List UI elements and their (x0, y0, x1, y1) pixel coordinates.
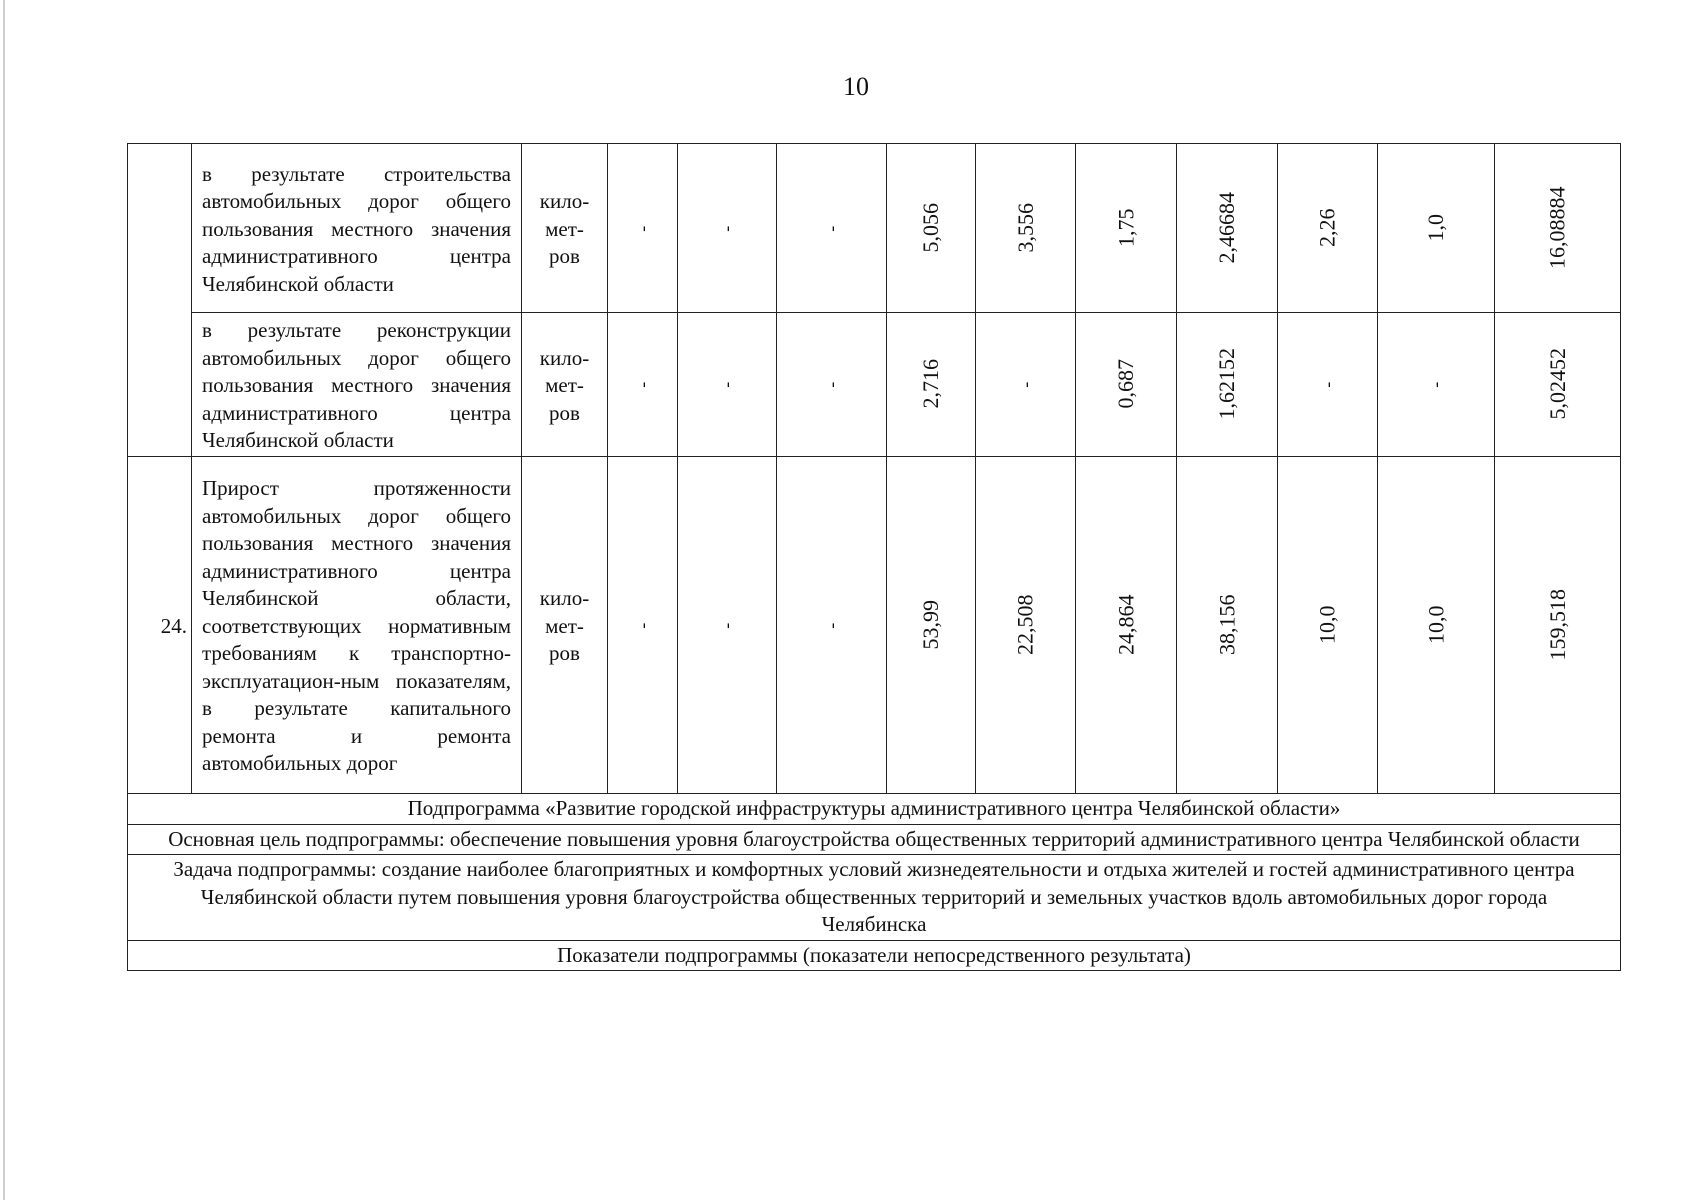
value-text: - (1014, 382, 1035, 388)
subprogram-title: Подпрограмма «Развитие городской инфраструктуры административного центра Челябинской области» (128, 794, 1621, 825)
value-cell (976, 457, 1076, 794)
table-row (128, 457, 1621, 794)
value-cell (1076, 144, 1177, 313)
value-text: 10,0 (1423, 605, 1449, 644)
value-cell (1495, 144, 1621, 313)
unit-line: ров (549, 400, 580, 425)
value-cell (976, 144, 1076, 313)
value-cell (678, 457, 777, 794)
value-text: 22,508 (1012, 594, 1038, 655)
value-text: - (820, 382, 841, 388)
value-cell (1278, 144, 1378, 313)
indicator-table (127, 143, 1621, 971)
value-cell (1076, 457, 1177, 794)
value-cell (1278, 457, 1378, 794)
value-cell (1378, 313, 1495, 457)
value-text: - (716, 382, 737, 388)
value-text: - (631, 622, 652, 629)
unit-cell (522, 144, 608, 313)
value-cell (1177, 457, 1278, 794)
page-number: 10 (843, 72, 869, 101)
value-text: - (716, 622, 737, 629)
table-row (128, 794, 1621, 825)
unit-line: кило- (539, 586, 590, 611)
value-text: 2,716 (918, 359, 944, 409)
value-text: 24,864 (1113, 594, 1139, 655)
value-text: 1,75 (1113, 208, 1139, 247)
unit-line: кило- (539, 345, 590, 370)
value-cell (1495, 313, 1621, 457)
value-text: 0,687 (1113, 359, 1139, 409)
row-number-cell (128, 144, 192, 457)
value-cell (777, 313, 887, 457)
subprogram-task: Задача подпрограммы: создание наиболее благоприятных и комфортных условий жизнедеятельности и отдыха жителей и гостей административного центра Челябинской области путем повышения уровня благоустройства общественных территорий и земельных участков вдоль автомобильных дорог города Челябинска (128, 855, 1621, 941)
value-text: 53,99 (918, 599, 944, 650)
unit-cell (522, 457, 608, 794)
table-row (128, 313, 1621, 457)
value-cell (887, 313, 976, 457)
value-cell (1378, 457, 1495, 794)
table-row (128, 824, 1621, 855)
subprogram-goal: Основная цель подпрограммы: обеспечение повышения уровня благоустройства общественных территорий административного центра Челябинской области (128, 824, 1621, 855)
value-text: - (716, 225, 737, 232)
value-cell (1177, 144, 1278, 313)
unit-line: ров (549, 244, 580, 269)
value-text: 1,0 (1423, 213, 1449, 242)
value-cell (1278, 313, 1378, 457)
unit-line: кило- (539, 189, 590, 214)
value-text: 16,08884 (1544, 186, 1570, 269)
row-description: в результате реконструкции автомобильных дорог общего пользования местного значения административного центра Челябинской области (192, 313, 522, 457)
value-cell (777, 457, 887, 794)
table-row (128, 144, 1621, 313)
value-cell (678, 313, 777, 457)
subprogram-indicators-heading: Показатели подпрограммы (показатели непосредственного результата) (128, 940, 1621, 971)
value-text: - (1316, 382, 1337, 388)
value-text: 10,0 (1314, 605, 1340, 644)
unit-cell (522, 313, 608, 457)
value-text: 5,056 (918, 202, 944, 253)
scan-edge (3, 0, 5, 1200)
value-text: 38,156 (1214, 594, 1240, 655)
table-row (128, 940, 1621, 971)
row-number-cell: 24. (128, 457, 192, 794)
value-cell (887, 457, 976, 794)
unit-line: ров (549, 641, 580, 666)
value-text: 3,556 (1012, 202, 1038, 253)
value-cell (887, 144, 976, 313)
value-cell (678, 144, 777, 313)
value-text: 159,518 (1544, 588, 1570, 661)
table-row (128, 855, 1621, 941)
value-cell (777, 144, 887, 313)
unit-line: мет- (545, 216, 584, 241)
value-text: - (820, 622, 841, 629)
value-text: - (631, 225, 652, 232)
value-text: 1,62152 (1214, 348, 1240, 420)
value-text: 5,02452 (1544, 348, 1570, 420)
unit-line: мет- (545, 613, 584, 638)
value-cell (1378, 144, 1495, 313)
row-description: Прирост протяженности автомобильных дорог общего пользования местного значения административного центра Челябинской области, соответствующих нормативным требованиям к транспортно-эксплуатацион-ным показателям, в результате капитального ремонта и ремонта автомобильных дорог (192, 457, 522, 794)
value-text: - (1425, 382, 1446, 388)
value-cell (1177, 313, 1278, 457)
value-text: - (820, 225, 841, 232)
value-cell (608, 313, 678, 457)
value-cell (1495, 457, 1621, 794)
row-description: в результате строительства автомобильных дорог общего пользования местного значения административного центра Челябинской области (192, 144, 522, 313)
value-text: 2,46684 (1214, 191, 1240, 264)
value-cell (608, 144, 678, 313)
unit-line: мет- (545, 373, 584, 398)
value-text: - (631, 382, 652, 388)
value-cell (1076, 313, 1177, 457)
value-cell (608, 457, 678, 794)
value-cell (976, 313, 1076, 457)
value-text: 2,26 (1314, 208, 1340, 247)
